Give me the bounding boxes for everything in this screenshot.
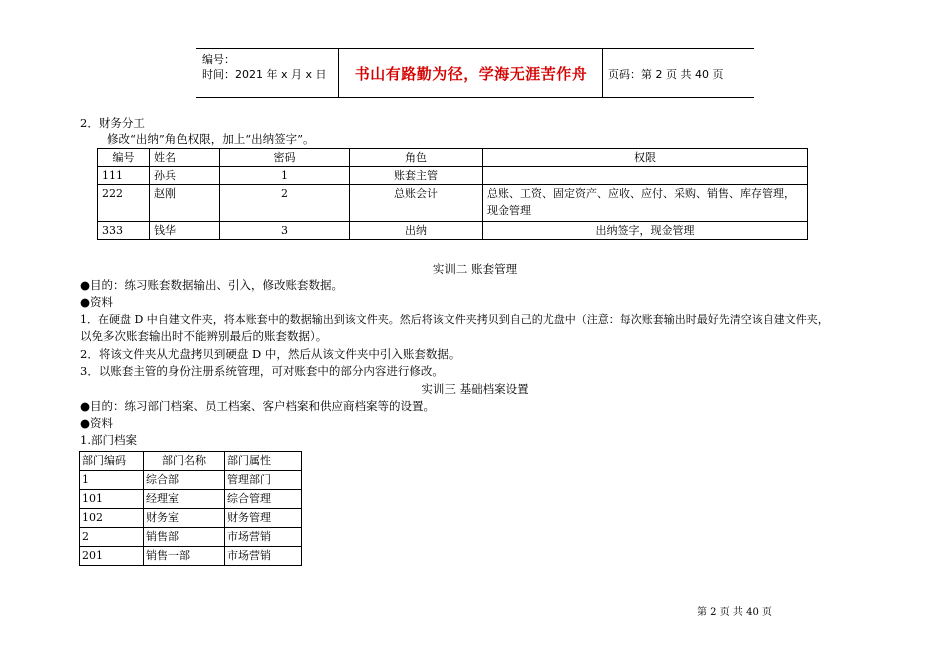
training3-goal: ●目的：练习部门档案、员工档案、客户档案和供应商档案等的设置。 [80, 399, 436, 413]
table-row [98, 167, 808, 185]
table-cell: 财务管理 [225, 509, 302, 528]
table-cell: 2 [220, 185, 350, 222]
table-header-cell: 部门属性 [225, 452, 302, 471]
table-row [98, 185, 808, 222]
table-cell: 111 [98, 167, 150, 185]
table-cell: 销售部 [144, 528, 225, 547]
table-cell: 综合部 [144, 471, 225, 490]
finance-table [97, 148, 808, 240]
table-header-cell: 部门名称 [144, 452, 225, 471]
table-cell: 管理部门 [225, 471, 302, 490]
table-row [80, 471, 302, 490]
table-cell: 总账会计 [350, 185, 483, 222]
table-cell: 1 [80, 471, 144, 490]
training3-title: 实训三 基础档案设置 [421, 382, 529, 396]
table-cell: 出纳 [350, 222, 483, 240]
table-cell: 账套主管 [350, 167, 483, 185]
table-header-row [80, 452, 302, 471]
table-cell: 101 [80, 490, 144, 509]
dept-table [79, 451, 302, 566]
training3-material-label: ●资料 [80, 416, 114, 430]
training2-item3: 3．以账套主管的身份注册系统管理，可对账套中的部分内容进行修改。 [80, 364, 444, 378]
table-row [80, 509, 302, 528]
time-label: 时间：2021 年 x 月 x 日 [202, 68, 327, 81]
table-header-cell: 角色 [350, 149, 483, 167]
training2-item1-cont: 以免多次账套输出时不能辨别最后的账套数据）。 [80, 329, 328, 343]
table-cell: 财务室 [144, 509, 225, 528]
table-cell: 总账、工资、固定资产、应收、应付、采购、销售、库存管理，现金管理 [483, 185, 808, 222]
table-header-cell: 密码 [220, 149, 350, 167]
table-cell: 孙兵 [150, 167, 220, 185]
table-cell: 333 [98, 222, 150, 240]
table-header-cell: 部门编码 [80, 452, 144, 471]
section-instruction: 修改“出纳”角色权限，加上“出纳签字”。 [107, 132, 315, 146]
table-row [80, 490, 302, 509]
table-cell: 102 [80, 509, 144, 528]
table-header-cell: 权限 [483, 149, 808, 167]
header-divider [338, 49, 339, 97]
training2-item1: 1．在硬盘 D 中自建文件夹，将本账套中的数据输出到该文件夹。然后将该文件夹拷贝到自己的尤盘中（注意：每次账套输出时最好先清空该自建文件夹， [80, 313, 829, 326]
table-cell: 市场营销 [225, 528, 302, 547]
table-cell: 1 [220, 167, 350, 185]
training2-goal: ●目的：练习账套数据输出、引入，修改账套数据。 [80, 278, 344, 292]
table-cell: 2 [80, 528, 144, 547]
header-divider [602, 49, 603, 97]
table-header-cell: 姓名 [150, 149, 220, 167]
section-title: 2．财务分工 [80, 116, 145, 130]
page-header [196, 48, 754, 98]
table-cell: 出纳签字，现金管理 [483, 222, 808, 240]
dept-title: 1.部门档案 [80, 433, 137, 447]
page-footer: 第 2 页 共 40 页 [697, 607, 772, 618]
code-label: 编号： [202, 53, 235, 66]
table-row [80, 547, 302, 566]
table-cell [483, 167, 808, 185]
header-motto: 书山有路勤为径，学海无涯苦作舟 [354, 65, 588, 83]
table-cell: 222 [98, 185, 150, 222]
table-cell: 钱华 [150, 222, 220, 240]
header-page-label: 页码：第 2 页 共 40 页 [608, 68, 724, 81]
table-row [80, 528, 302, 547]
table-cell: 综合管理 [225, 490, 302, 509]
table-row [98, 222, 808, 240]
table-header-cell: 编号 [98, 149, 150, 167]
training2-material-label: ●资料 [80, 295, 114, 309]
table-cell: 市场营销 [225, 547, 302, 566]
training2-item2: 2．将该文件夹从尤盘拷贝到硬盘 D 中，然后从该文件夹中引入账套数据。 [80, 347, 461, 361]
table-cell: 赵刚 [150, 185, 220, 222]
table-cell: 201 [80, 547, 144, 566]
training2-title: 实训二 账套管理 [432, 262, 518, 276]
table-cell: 3 [220, 222, 350, 240]
table-cell: 经理室 [144, 490, 225, 509]
table-cell: 销售一部 [144, 547, 225, 566]
table-header-row [98, 149, 808, 167]
